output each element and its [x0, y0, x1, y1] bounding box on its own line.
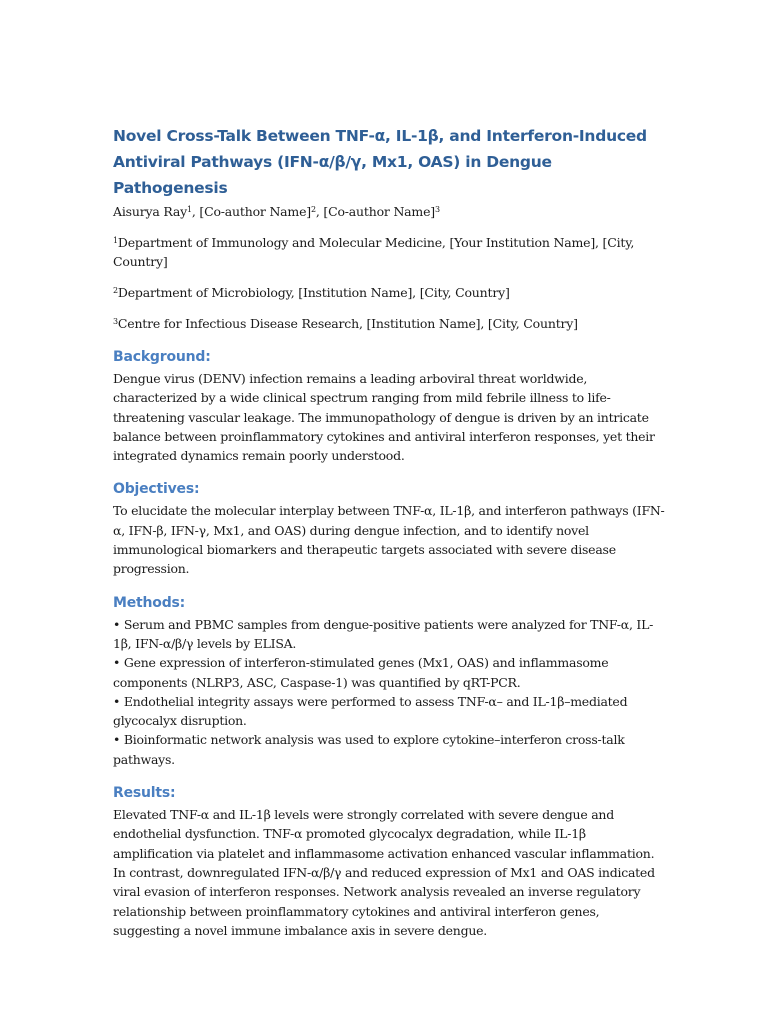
objectives-text: To elucidate the molecular interplay between TNF-α, IL-1β, and interferon pathways (IFN-α, IFN-β, IFN-γ, Mx1, and OAS) during dengue infection, and to identify novel immunological biomarkers and therapeutic targets associated with severe disease progression. [113, 503, 665, 577]
affiliation-3 [113, 314, 668, 333]
author-line [113, 202, 668, 221]
methods-heading: Methods: [113, 594, 186, 611]
background-text: Dengue virus (DENV) infection remains a leading arboviral threat worldwide, characterized by a wide clinical spectrum ranging from mild febrile illness to life-threatening vascular leakage. The immunopathology of dengue is driven by an intricate balance between proinflammatory cytokines and antiviral interferon responses, yet their integrated dynamics remain poorly understood. [113, 371, 655, 464]
methods-bullet: • Endothelial integrity assays were performed to assess TNF-α– and IL-1β–mediated glycocalyx disruption. [113, 693, 628, 729]
author-name: Aisurya Ray [113, 204, 187, 219]
author-superscript: 1 [186, 205, 192, 214]
affiliation-text: Department of Immunology and Molecular Medicine, [Your Institution Name], [City, Country] [113, 235, 635, 269]
affiliation-superscript: 1 [113, 236, 118, 245]
affiliation-superscript: 2 [113, 286, 118, 295]
paper-title: Novel Cross-Talk Between TNF-α, IL-1β, and Interferon-Induced Antiviral Pathways (IFN-α/β/γ, Mx1, OAS) in Dengue Pathogenesis [113, 127, 647, 197]
author-superscript: 3 [434, 205, 440, 214]
author-name: [Co-author Name] [199, 204, 311, 219]
methods-list [113, 615, 668, 769]
author-separator: , [191, 204, 200, 219]
methods-bullet: • Gene expression of interferon-stimulated genes (Mx1, OAS) and inflammasome components (NLRP3, ASC, Caspase-1) was quantified by qRT-PCR. [113, 655, 609, 690]
results-text: Elevated TNF-α and IL-1β levels were strongly correlated with severe dengue and endothelial dysfunction. TNF-α promoted glycocalyx degradation, while IL-1β amplification via platelet and inflammasome activation enhanced vascular inflammation. In contrast, downregulated IFN-α/β/γ and reduced expression of Mx1 and OAS indicated viral evasion of interferon responses. Network analysis revealed an inverse regulatory relationship between proinflammatory cytokines and antiviral interferon genes, suggesting a novel immune imbalance axis in severe dengue. [113, 807, 655, 938]
affiliation-text: Centre for Infectious Disease Research, [Institution Name], [City, Country] [117, 316, 578, 331]
affiliation-1 [113, 233, 668, 271]
author-name: [Co-author Name] [323, 204, 435, 219]
background-heading: Background: [113, 349, 211, 365]
results-heading: Results: [113, 785, 176, 802]
author-superscript: 2 [310, 205, 316, 214]
methods-bullet: • Bioinformatic network analysis was used to explore cytokine–interferon cross-talk pathways. [113, 732, 625, 767]
affiliation-2 [113, 283, 668, 302]
author-separator: , [315, 204, 324, 219]
methods-bullet: • Serum and PBMC samples from dengue-positive patients were analyzed for TNF-α, IL-1β, IFN-α/β/γ levels by ELISA. [113, 616, 654, 651]
objectives-heading: Objectives: [113, 481, 200, 498]
affiliation-text: Department of Microbiology, [Institution Name], [City, Country] [117, 285, 510, 300]
affiliation-superscript: 3 [113, 317, 118, 326]
